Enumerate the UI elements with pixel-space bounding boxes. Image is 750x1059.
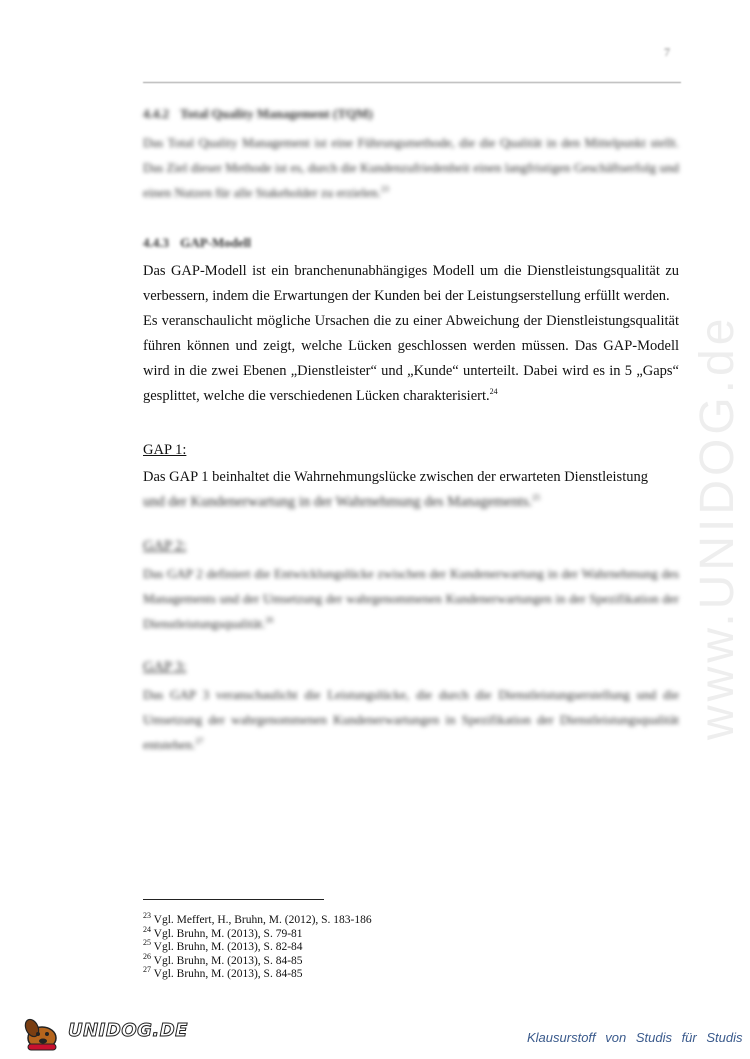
gap-heading: GAP 3: bbox=[143, 659, 187, 675]
footnote-rule bbox=[143, 899, 324, 900]
paragraph-text: Das Total Quality Management ist eine Führungsmethode, die die Qualität in den Mittelpunkt stellt. Das Ziel dieser Methode ist es, durch die Kundenzufriedenheit einen langfristigen Geschäftserfolg und einen Nutzen für alle Stakeholder zu erzielen. bbox=[143, 135, 679, 200]
section-gap3 bbox=[143, 656, 679, 757]
dog-mascot-icon bbox=[20, 1016, 66, 1052]
footnote bbox=[143, 938, 372, 955]
footnote-text: Vgl. Bruhn, M. (2013), S. 82-84 bbox=[153, 941, 303, 953]
section-heading bbox=[143, 104, 679, 124]
main-content bbox=[143, 104, 679, 777]
section-paragraph: Das GAP 1 beinhaltet die Wahrnehmungslücke zwischen der erwarteten Dienstleistung bbox=[143, 469, 648, 485]
section-paragraph bbox=[143, 130, 679, 205]
watermark: www.UNIDOG.de bbox=[691, 314, 744, 740]
footnote-ref: 25 bbox=[532, 493, 541, 503]
footnote bbox=[143, 924, 372, 942]
footnote-number: 27 bbox=[143, 965, 151, 975]
footnote-number: 23 bbox=[143, 911, 151, 921]
footnote-text: Vgl. Meffert, H., Bruhn, M. (2012), S. 183-186 bbox=[153, 914, 372, 926]
section-gap1 bbox=[143, 439, 679, 515]
footnotes bbox=[143, 911, 372, 982]
paragraph-text: Das GAP 2 definiert die Entwicklungslücke zwischen der Kundenerwartung in der Wahrnehmung des Managements und der Umsetzung der wahrgenommenen Kundenerwartungen in der Spezifikation der Dienstleistungsqualität. bbox=[143, 566, 679, 631]
section-paragraph bbox=[143, 561, 679, 636]
section-gap2 bbox=[143, 535, 679, 636]
section-gap-modell bbox=[143, 233, 679, 409]
section-number: 4.4.3 bbox=[143, 235, 169, 250]
section-number: 4.4.2 bbox=[143, 106, 169, 121]
footnote bbox=[143, 911, 372, 928]
section-paragraph bbox=[143, 682, 679, 757]
section-title: Total Quality Management (TQM) bbox=[180, 106, 373, 121]
section-paragraph bbox=[143, 309, 679, 409]
paragraph-text: Das GAP 3 veranschaulicht die Leistungslücke, die durch die Dienstleistungserstellung und die Umsetzung der wahrgenommenen Kundenerwartungen in Spezifikation der Dienstleistungsqualität entstehen. bbox=[143, 687, 679, 752]
footnote-text: Vgl. Bruhn, M. (2013), S. 84-85 bbox=[153, 968, 303, 980]
section-paragraph: Das GAP-Modell ist ein branchenunabhängiges Modell um die Dienstleistungsqualität zu verbessern, indem die Erwartungen der Kunden bei der Leistungserstellung erfüllt werden. bbox=[143, 263, 679, 304]
page-number: 7 bbox=[664, 45, 670, 59]
tagline: Klausurstoff von Studis für Studis bbox=[527, 1030, 743, 1045]
section-paragraph-blurred bbox=[143, 490, 679, 515]
gap-heading: GAP 1: bbox=[143, 442, 187, 458]
header-rule bbox=[143, 82, 681, 83]
footnote-number: 26 bbox=[143, 951, 151, 961]
section-heading bbox=[143, 233, 679, 253]
footnote-ref: 23 bbox=[380, 184, 389, 194]
footnote-ref: 27 bbox=[195, 736, 204, 746]
footnote bbox=[143, 951, 372, 969]
logo-text: UNIDOG.DE bbox=[68, 1020, 188, 1041]
unidog-logo[interactable] bbox=[20, 1016, 188, 1052]
footnote-text: Vgl. Bruhn, M. (2013), S. 79-81 bbox=[153, 927, 303, 940]
gap-heading: GAP 2: bbox=[143, 538, 187, 554]
paragraph-text: Es veranschaulicht mögliche Ursachen die zu einer Abweichung der Dienstleistungsqualität führen können und zeigt, welche Lücken geschlossen werden müssen. Das GAP-Modell wird in die zwei Ebenen „Dienstleister“ und „Kunde“ unterteilt. Dabei wird es in 5 „Gaps“ gesplittet, welche die verschiedenen Lücken charakterisiert. bbox=[143, 313, 679, 404]
footnote bbox=[143, 965, 372, 982]
footnote-number: 24 bbox=[143, 924, 151, 934]
footnote-ref: 24 bbox=[489, 387, 498, 397]
footnote-ref: 26 bbox=[265, 615, 274, 625]
section-title: GAP-Modell bbox=[180, 235, 252, 250]
footnote-number: 25 bbox=[143, 938, 151, 948]
section-tqm bbox=[143, 104, 679, 205]
paragraph-text: und der Kundenerwartung in der Wahrnehmung des Managements. bbox=[143, 494, 533, 510]
footnote-text: Vgl. Bruhn, M. (2013), S. 84-85 bbox=[153, 954, 303, 967]
